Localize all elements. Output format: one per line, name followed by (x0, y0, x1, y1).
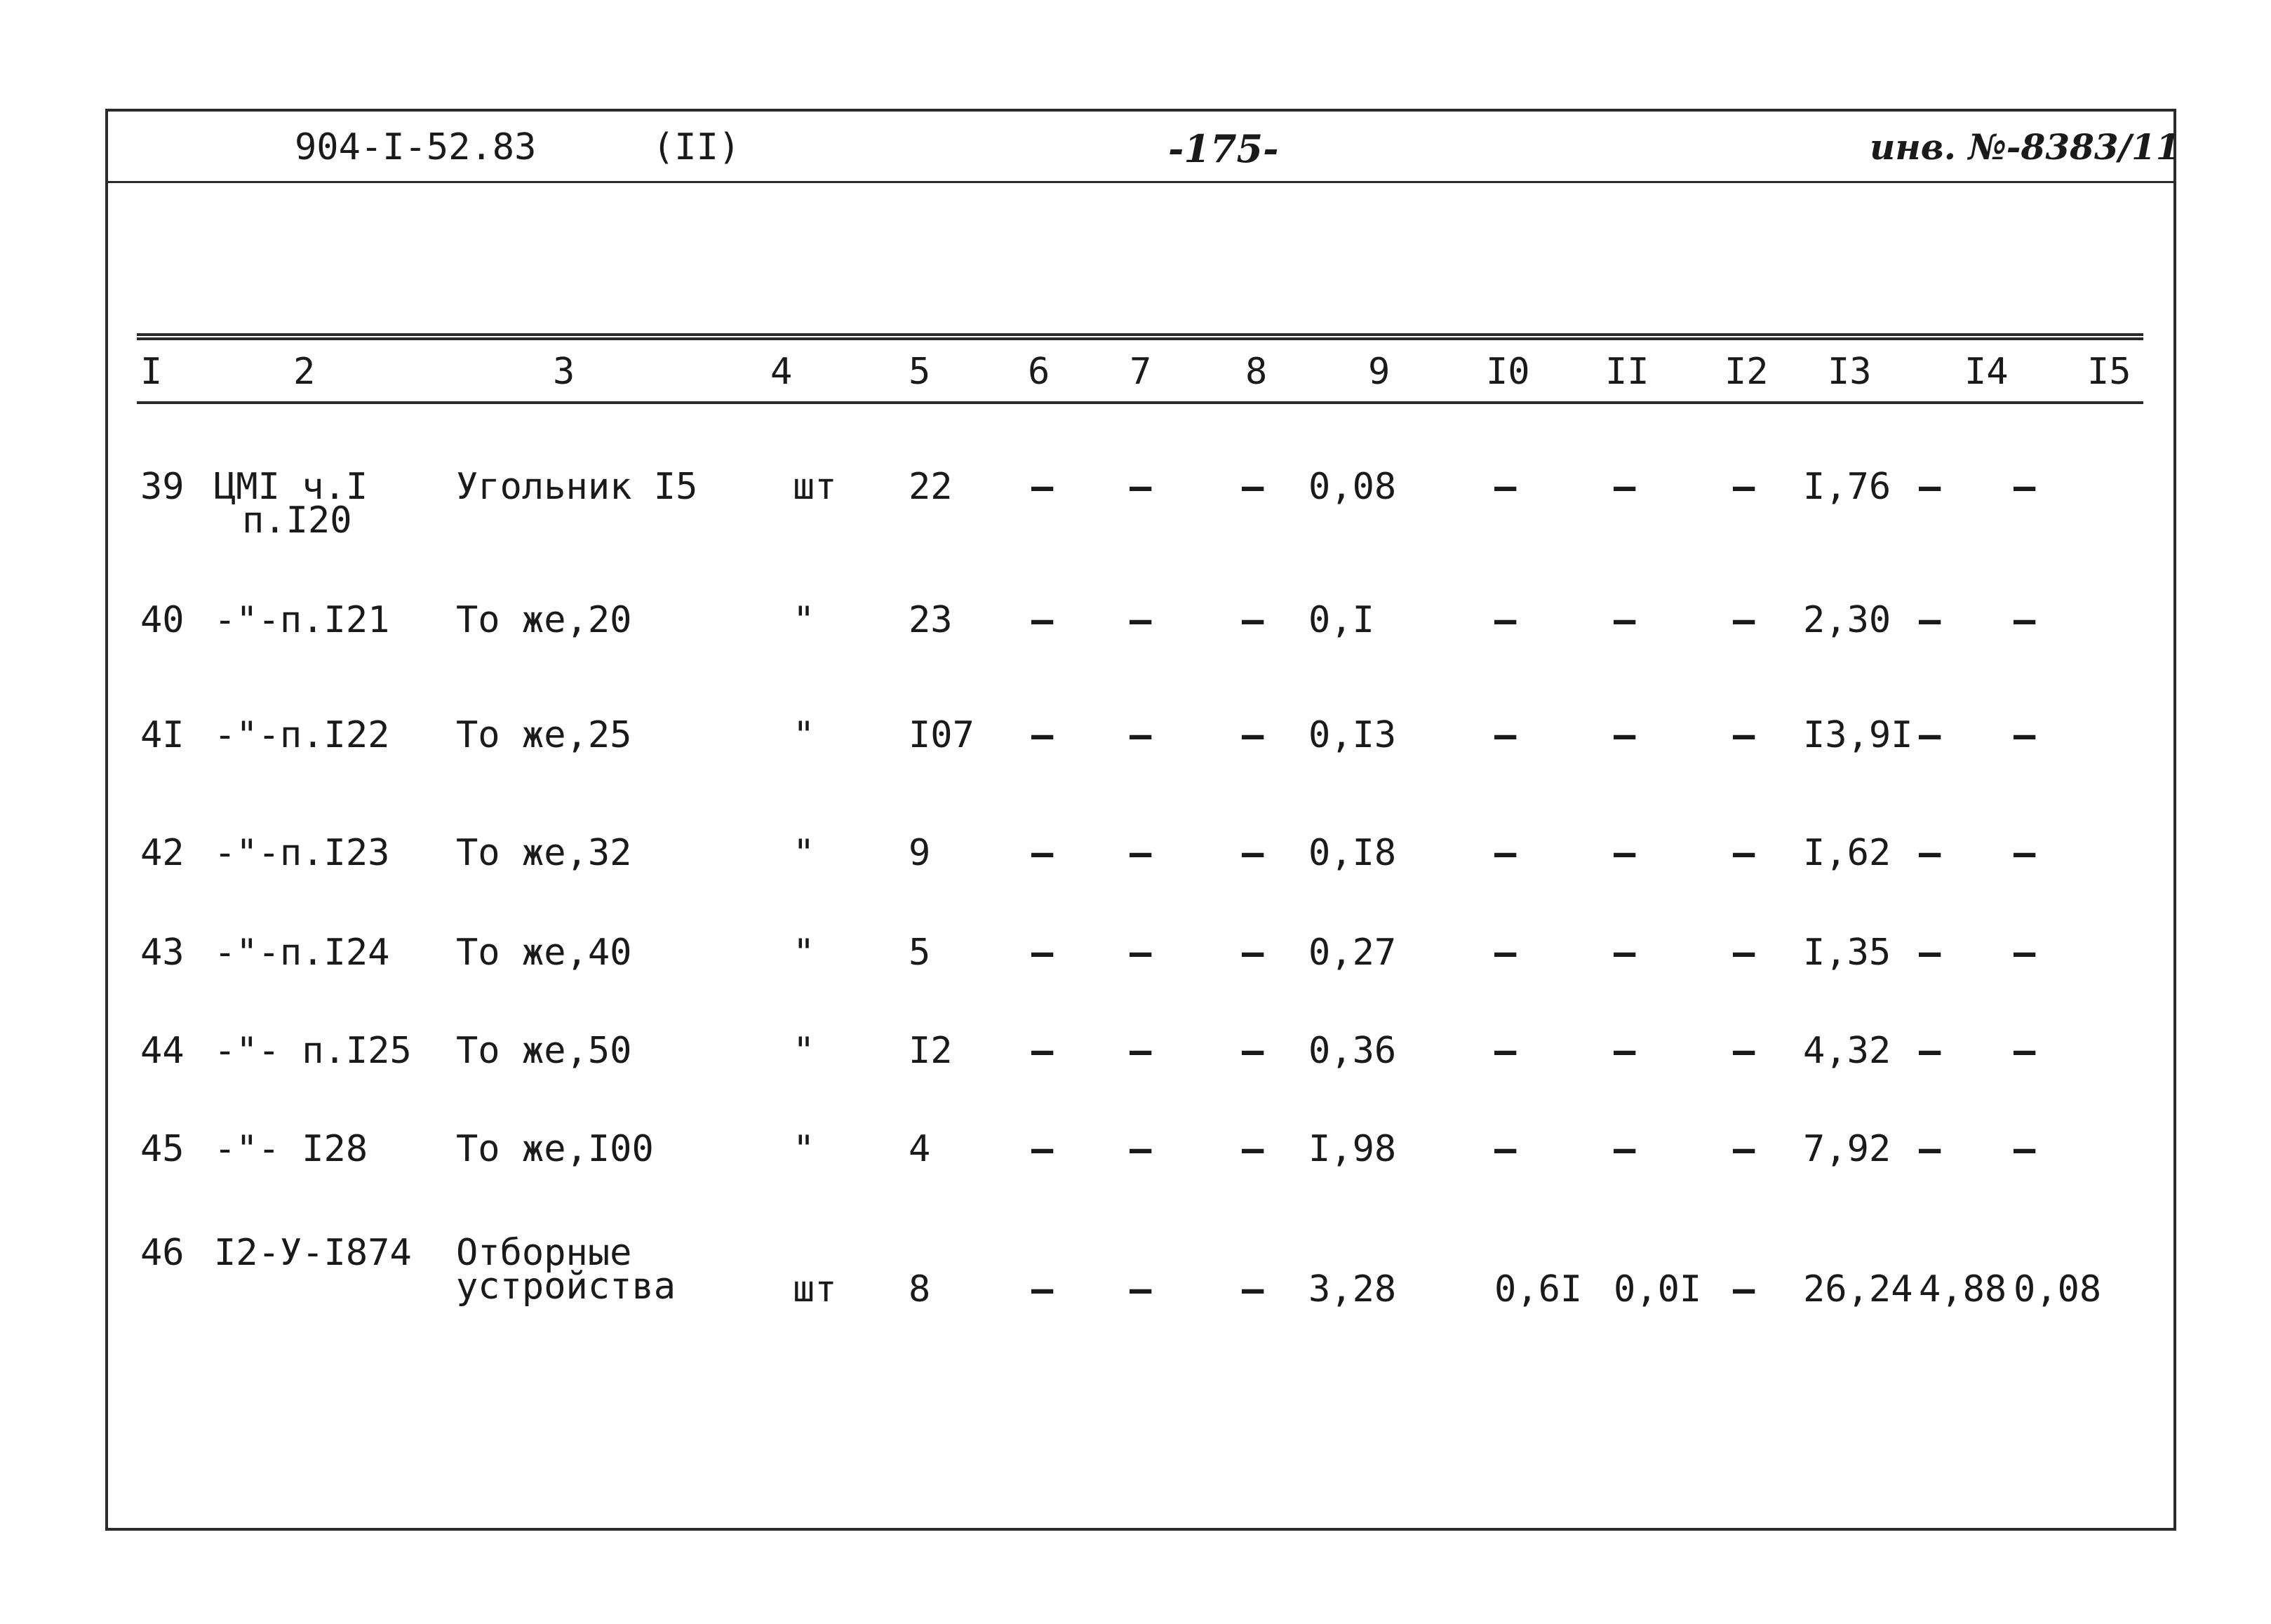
table-cell-c3: То же,40 (456, 932, 632, 974)
table-cell-c5: 5 (909, 932, 931, 974)
table-cell-c12: – (1733, 832, 1755, 874)
table-cell-c7: – (1130, 1030, 1152, 1072)
table-cell-c15: – (2014, 599, 2036, 641)
table-cell-c9: 0,36 (1308, 1030, 1397, 1072)
column-header: 9 (1368, 351, 1391, 393)
table-cell-c3: Отборные (456, 1232, 632, 1274)
page-number: -175- (1168, 126, 1279, 171)
table-cell-c10: 0,6I (1494, 1268, 1583, 1310)
table-cell-c3: То же,I00 (456, 1128, 654, 1170)
column-header: 6 (1028, 351, 1050, 393)
table-cell-c14: – (1919, 1128, 1941, 1170)
table-cell-c2: -"-п.I21 (214, 599, 390, 641)
table-cell-c2: -"- I28 (214, 1128, 368, 1170)
table-cell-c1: 4I (140, 714, 185, 756)
table-cell-c15: 0,08 (2014, 1268, 2102, 1310)
table-cell-c8: – (1242, 714, 1264, 756)
table-cell-c7: – (1130, 1268, 1152, 1310)
table-cell-c10: – (1494, 832, 1517, 874)
table-cell-c7: – (1130, 832, 1152, 874)
header-rule (105, 181, 2176, 183)
table-cell-c11: 0,0I (1614, 1268, 1702, 1310)
table-cell-c5: 4 (909, 1128, 931, 1170)
table-row (0, 832, 2271, 919)
table-cell-c5: 22 (909, 466, 953, 508)
table-row (0, 599, 2271, 686)
table-row (0, 1030, 2271, 1117)
table-cell-c1: 42 (140, 832, 185, 874)
table-cell-c13: I,35 (1803, 932, 1891, 974)
table-cell-c5: 9 (909, 832, 931, 874)
table-row (0, 1232, 2271, 1319)
table-cell-c13: 7,92 (1803, 1128, 1891, 1170)
table-cell-c8: – (1242, 1030, 1264, 1072)
table-cell-c8: – (1242, 466, 1264, 508)
column-header: I3 (1828, 351, 1872, 393)
table-cell-c5: 23 (909, 599, 953, 641)
table-cell-c4: " (793, 714, 815, 756)
table-row (0, 934, 2271, 1019)
table-cell-c15: – (2014, 1128, 2036, 1170)
table-cell-c5: 8 (909, 1268, 931, 1310)
column-header: I2 (1724, 351, 1769, 393)
column-header: 7 (1130, 351, 1152, 393)
table-cell-c6: – (1031, 932, 1054, 974)
table-cell-c9: 0,I3 (1308, 714, 1397, 756)
column-header: I5 (2087, 351, 2131, 393)
table-cell-c8: – (1242, 832, 1264, 874)
column-header: II (1605, 351, 1649, 393)
table-cell-c9: 3,28 (1308, 1268, 1397, 1310)
table-cell-c6: – (1031, 1128, 1054, 1170)
table-cell-c1: 46 (140, 1232, 185, 1274)
table-cell-c6: – (1031, 466, 1054, 508)
table-cell-c14: – (1919, 932, 1941, 974)
table-cell-c9: 0,27 (1308, 932, 1397, 974)
table-cell-c12: – (1733, 1268, 1755, 1310)
table-cell-c2-line2: п.I20 (242, 499, 352, 542)
table-cell-c14: – (1919, 466, 1941, 508)
table-cell-c9: I,98 (1308, 1128, 1397, 1170)
table-cell-c14: – (1919, 599, 1941, 641)
table-cell-c13: 2,30 (1803, 599, 1891, 641)
table-cell-c11: – (1614, 1030, 1636, 1072)
table-cell-c11: – (1614, 599, 1636, 641)
document-code: 904-I-52.83 (295, 126, 537, 168)
table-cell-c12: – (1733, 599, 1755, 641)
table-cell-c15: – (2014, 466, 2036, 508)
table-cell-c7: – (1130, 714, 1152, 756)
table-cell-c3: То же,20 (456, 599, 632, 641)
document-part: (II) (652, 126, 741, 168)
table-cell-c1: 43 (140, 932, 185, 974)
table-header-row (0, 351, 2271, 393)
column-header: 4 (770, 351, 793, 393)
table-cell-c8: – (1242, 932, 1264, 974)
table-cell-c12: – (1733, 932, 1755, 974)
table-cell-c12: – (1733, 714, 1755, 756)
table-cell-c3: То же,32 (456, 832, 632, 874)
table-cell-c9: 0,I (1308, 599, 1374, 641)
table-cell-c7: – (1130, 599, 1152, 641)
table-cell-c7: – (1130, 932, 1152, 974)
table-cell-c14: – (1919, 714, 1941, 756)
table-header-rule (137, 401, 2143, 404)
table-cell-c13: I3,9I (1803, 714, 1913, 756)
table-cell-c4: " (793, 932, 815, 974)
table-cell-c13: I,76 (1803, 466, 1891, 508)
column-header: 3 (553, 351, 575, 393)
table-cell-c4: шт (793, 466, 837, 508)
table-cell-c11: – (1614, 1128, 1636, 1170)
table-cell-c9: 0,I8 (1308, 832, 1397, 874)
table-cell-c4: " (793, 599, 815, 641)
inventory-number: инв. №-8383/11 (1870, 126, 2180, 168)
table-cell-c11: – (1614, 832, 1636, 874)
table-cell-c6: – (1031, 1268, 1054, 1310)
table-cell-c3: Угольник I5 (456, 466, 698, 508)
table-cell-c2: -"-п.I24 (214, 932, 390, 974)
column-header: I (140, 351, 163, 393)
column-header: I0 (1486, 351, 1530, 393)
table-cell-c10: – (1494, 599, 1517, 641)
table-cell-c14: – (1919, 832, 1941, 874)
table-cell-c13: 4,32 (1803, 1030, 1891, 1072)
table-cell-c4: " (793, 1128, 815, 1170)
table-cell-c3-line2: устройства (456, 1266, 676, 1308)
table-cell-c4: " (793, 1030, 815, 1072)
column-header: I4 (1964, 351, 2009, 393)
table-cell-c2: I2-У-I874 (214, 1232, 412, 1274)
table-cell-c15: – (2014, 832, 2036, 874)
table-cell-c5: I2 (909, 1030, 953, 1072)
table-cell-c4: шт (793, 1268, 837, 1310)
table-cell-c7: – (1130, 1128, 1152, 1170)
table-cell-c1: 44 (140, 1030, 185, 1072)
table-row (0, 714, 2271, 801)
table-cell-c8: – (1242, 1128, 1264, 1170)
table-cell-c4: " (793, 832, 815, 874)
table-cell-c10: – (1494, 714, 1517, 756)
table-cell-c12: – (1733, 1128, 1755, 1170)
table-cell-c11: – (1614, 714, 1636, 756)
table-cell-c12: – (1733, 1030, 1755, 1072)
table-cell-c6: – (1031, 714, 1054, 756)
table-row (0, 1128, 2271, 1215)
table-cell-c1: 39 (140, 466, 185, 508)
table-cell-c10: – (1494, 1030, 1517, 1072)
table-cell-c7: – (1130, 466, 1152, 508)
table-cell-c6: – (1031, 599, 1054, 641)
table-cell-c15: – (2014, 932, 2036, 974)
table-cell-c6: – (1031, 832, 1054, 874)
table-cell-c15: – (2014, 714, 2036, 756)
table-cell-c2: -"-п.I22 (214, 714, 390, 756)
table-cell-c12: – (1733, 466, 1755, 508)
table-cell-c15: – (2014, 1030, 2036, 1072)
table-cell-c11: – (1614, 466, 1636, 508)
table-cell-c1: 40 (140, 599, 185, 641)
column-header: 2 (293, 351, 316, 393)
table-cell-c10: – (1494, 466, 1517, 508)
table-cell-c2: -"- п.I25 (214, 1030, 412, 1072)
table-top-double-rule (137, 333, 2143, 340)
table-cell-c13: I,62 (1803, 832, 1891, 874)
table-cell-c8: – (1242, 599, 1264, 641)
table-cell-c6: – (1031, 1030, 1054, 1072)
table-cell-c3: То же,25 (456, 714, 632, 756)
table-row (0, 466, 2271, 553)
table-cell-c10: – (1494, 1128, 1517, 1170)
table-cell-c14: – (1919, 1030, 1941, 1072)
column-header: 8 (1245, 351, 1268, 393)
table-cell-c2: ЦМI ч.I (214, 466, 368, 508)
table-cell-c3: То же,50 (456, 1030, 632, 1072)
table-cell-c8: – (1242, 1268, 1264, 1310)
table-cell-c11: – (1614, 932, 1636, 974)
column-header: 5 (909, 351, 931, 393)
table-cell-c1: 45 (140, 1128, 185, 1170)
table-cell-c5: I07 (909, 714, 974, 756)
table-cell-c9: 0,08 (1308, 466, 1397, 508)
table-cell-c10: – (1494, 932, 1517, 974)
table-cell-c13: 26,24 (1803, 1268, 1913, 1310)
table-cell-c14: 4,88 (1919, 1268, 2007, 1310)
table-cell-c2: -"-п.I23 (214, 832, 390, 874)
